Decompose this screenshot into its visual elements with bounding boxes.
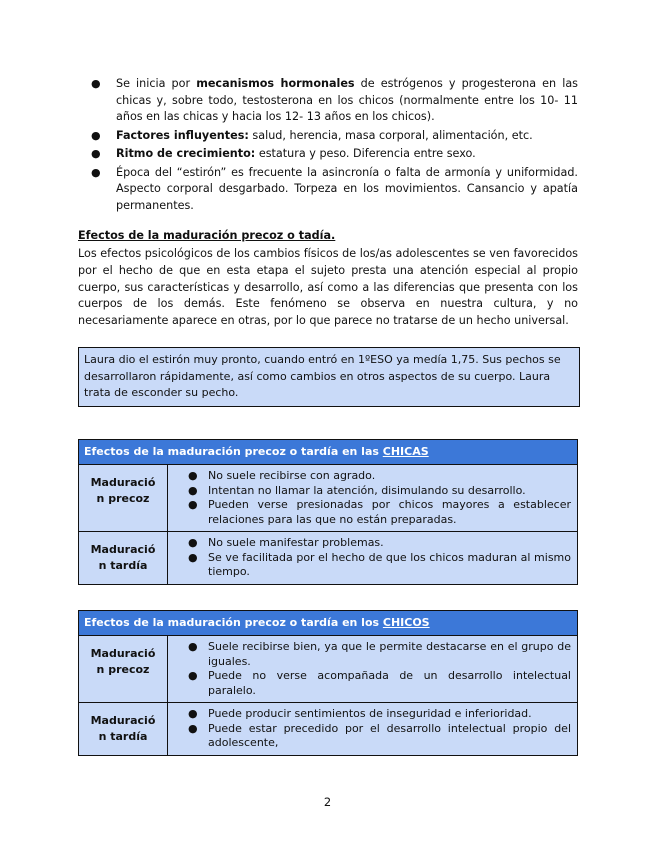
bullet-item: ● Se inicia por mecanismos hormonales de estrógenos y progesterona en las chicas y, sobre todo, testosterona en los chicos (normalmente entre los 10- 11 años en las chicas y hacia los 12- 13 años en los chicos). bbox=[91, 77, 579, 123]
row-label: Maduració n precoz bbox=[79, 465, 168, 532]
section-title: Efectos de la maduración precoz o tadía. bbox=[78, 229, 336, 242]
bullet-dot-icon: ● bbox=[188, 721, 198, 735]
bullet-dot-icon: ● bbox=[188, 669, 198, 682]
row-label: Maduració n tardía bbox=[79, 532, 168, 585]
list-item: ● Puede producir sentimientos de inseguridad e inferioridad. bbox=[188, 707, 532, 720]
bullet-item: ● Ritmo de crecimiento: estatura y peso. Diferencia entre sexo. bbox=[78, 146, 578, 163]
row-content bbox=[168, 636, 578, 703]
bullet-item: ● Factores influyentes: salud, herencia, masa corporal, alimentación, etc. bbox=[78, 128, 578, 145]
bullet-dot-icon: ● bbox=[91, 128, 101, 142]
section-paragraph: Los efectos psicológicos de los cambios físicos de los/as adolescentes se ven favorecidos por el hecho de que en esta etapa el sujeto presta una atención especial al propio cuerpo, sus características y desarrollo, así como a las diferencias que presenta con los cuerpos de los demás. Este fenómeno se observa en nuestra cultura, y no necesariamente aparece en otras, por lo que parece no tratarse de un hecho universal. bbox=[78, 247, 578, 328]
page-number: 2 bbox=[323, 795, 332, 809]
boys-effects-table bbox=[78, 610, 578, 756]
table-header: Efectos de la maduración precoz o tardía en los CHICOS bbox=[79, 611, 578, 636]
girls-effects-table bbox=[78, 439, 578, 585]
bullet-dot-icon: ● bbox=[188, 498, 198, 511]
list-item: ● No suele recibirse con agrado. bbox=[188, 469, 376, 482]
growth-bullet-list bbox=[78, 76, 578, 216]
list-item: ● Suele recibirse bien, ya que le permite destacarse en el grupo de iguales. bbox=[188, 640, 571, 668]
bullet-dot-icon: ● bbox=[188, 469, 198, 482]
row-content bbox=[168, 532, 578, 585]
bullet-dot-icon: ● bbox=[91, 165, 101, 179]
row-label: Maduració n precoz bbox=[79, 636, 168, 703]
bullet-item: ● Época del “estirón” es frecuente la asincronía o falta de armonía y uniformidad. Aspecto corporal desgarbado. Torpeza en los movimientos. Cansancio y apatía permanentes. bbox=[91, 165, 578, 212]
bullet-dot-icon: ● bbox=[188, 483, 198, 497]
row-content bbox=[168, 465, 578, 532]
list-item: ● Se ve facilitada por el hecho de que los chicos maduran al mismo tiempo. bbox=[188, 550, 571, 578]
bullet-dot-icon: ● bbox=[188, 550, 198, 564]
case-example-box: Laura dio el estirón muy pronto, cuando entró en 1ºESO ya medía 1,75. Sus pechos se desarrollaron rápidamente, así como cambios en otros aspectos de su cuerpo. Laura trata de esconder su pecho. bbox=[78, 347, 580, 407]
bullet-dot-icon: ● bbox=[188, 536, 198, 549]
list-item: ● Intentan no llamar la atención, disimulando su desarrollo. bbox=[188, 483, 526, 497]
table-row bbox=[79, 636, 578, 703]
bullet-dot-icon: ● bbox=[188, 707, 198, 720]
list-item: ● Pueden verse presionadas por chicos mayores a establecer relaciones para las que no están preparadas. bbox=[188, 498, 571, 526]
table-row bbox=[79, 465, 578, 532]
bullet-dot-icon: ● bbox=[188, 640, 198, 653]
bullet-dot-icon: ● bbox=[91, 77, 101, 90]
list-item: ● No suele manifestar problemas. bbox=[188, 536, 384, 549]
row-label: Maduració n tardía bbox=[79, 703, 168, 756]
row-content bbox=[168, 703, 578, 756]
list-item: ● Puede estar precedido por el desarrollo intelectual propio del adolescente, bbox=[188, 721, 571, 749]
table-header: Efectos de la maduración precoz o tardía en las CHICAS bbox=[79, 440, 578, 465]
table-row bbox=[79, 532, 578, 585]
list-item: ● Puede no verse acompañada de un desarrollo intelectual paralelo. bbox=[188, 669, 571, 697]
table-row bbox=[79, 703, 578, 756]
bullet-dot-icon: ● bbox=[91, 147, 101, 160]
